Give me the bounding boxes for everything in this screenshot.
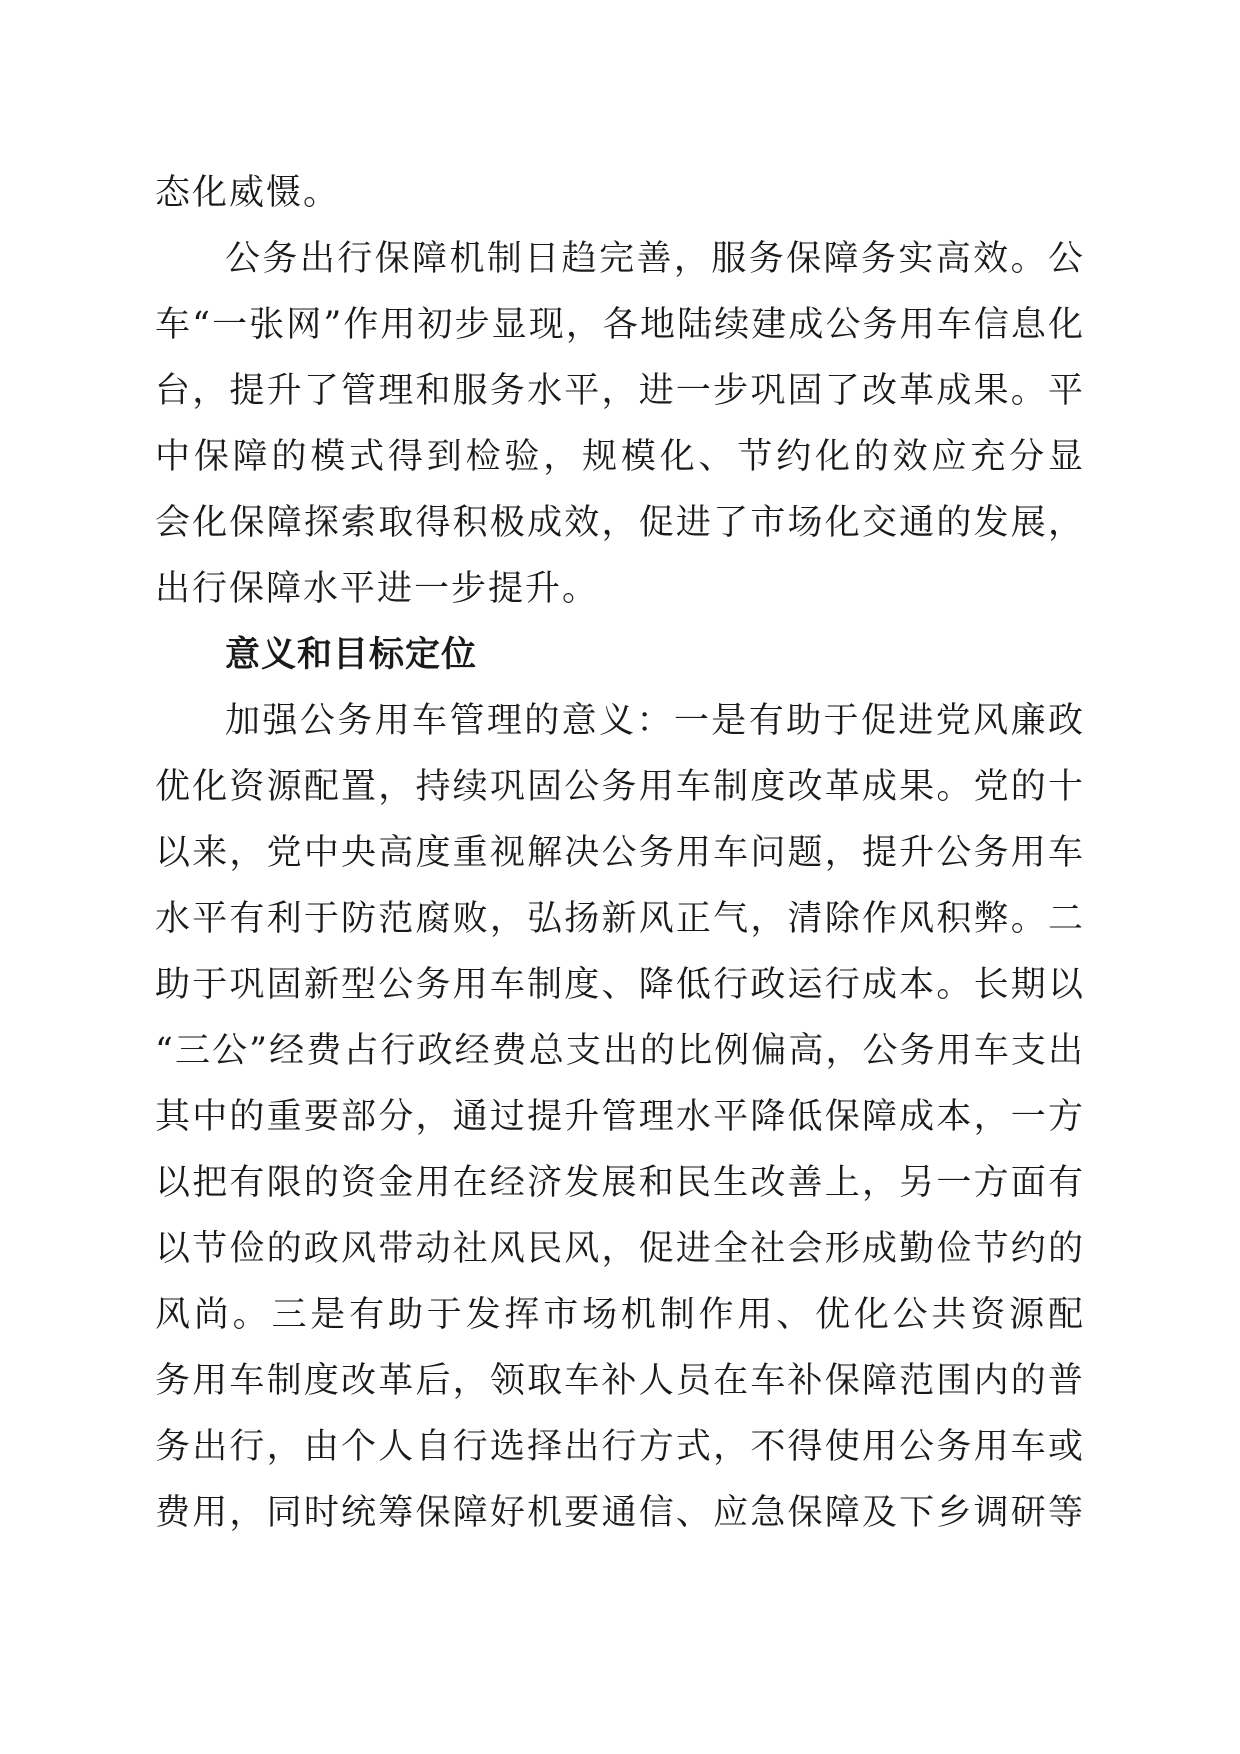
body-line: 助于巩固新型公务用车制度、降低行政运行成本。长期以 [155, 965, 1085, 1005]
body-line: 会化保障探索取得积极成效，促进了市场化交通的发展， [155, 503, 1085, 543]
body-line: 中保障的模式得到检验，规模化、节约化的效应充分显 [155, 437, 1085, 477]
body-line: 态化威慑。 [155, 173, 341, 213]
document-body [155, 160, 1085, 1546]
body-line: 水平有利于防范腐败，弘扬新风正气，清除作风积弊。二 [155, 899, 1085, 939]
body-line: 台，提升了管理和服务水平，进一步巩固了改革成果。平 [155, 371, 1085, 411]
body-line: 以来，党中央高度重视解决公务用车问题，提升公务用车 [155, 833, 1085, 873]
body-line: 出行保障水平进一步提升。 [155, 569, 600, 609]
section-heading: 意义和目标定位 [225, 635, 478, 675]
paragraph-first-line: 加强公务用车管理的意义：一是有助于促进党风廉政 [225, 701, 1085, 741]
body-line: 务出行，由个人自行选择出行方式，不得使用公务用车或 [155, 1427, 1085, 1467]
body-line: 优化资源配置，持续巩固公务用车制度改革成果。党的十 [155, 767, 1085, 807]
body-line: 以把有限的资金用在经济发展和民生改善上，另一方面有 [155, 1163, 1085, 1203]
body-line: 风尚。三是有助于发挥市场机制作用、优化公共资源配 [155, 1295, 1085, 1335]
paragraph-first-line: 公务出行保障机制日趋完善，服务保障务实高效。公 [225, 239, 1085, 279]
body-line: “三公”经费占行政经费总支出的比例偏高，公务用车支出 [155, 1031, 1085, 1071]
body-line: 费用，同时统筹保障好机要通信、应急保障及下乡调研等 [155, 1493, 1085, 1533]
body-line: 务用车制度改革后，领取车补人员在车补保障范围内的普 [155, 1361, 1085, 1401]
body-line: 车“一张网”作用初步显现，各地陆续建成公务用车信息化 [155, 305, 1085, 345]
body-line: 以节俭的政风带动社风民风，促进全社会形成勤俭节约的 [155, 1229, 1085, 1269]
body-line: 其中的重要部分，通过提升管理水平降低保障成本，一方 [155, 1097, 1085, 1137]
